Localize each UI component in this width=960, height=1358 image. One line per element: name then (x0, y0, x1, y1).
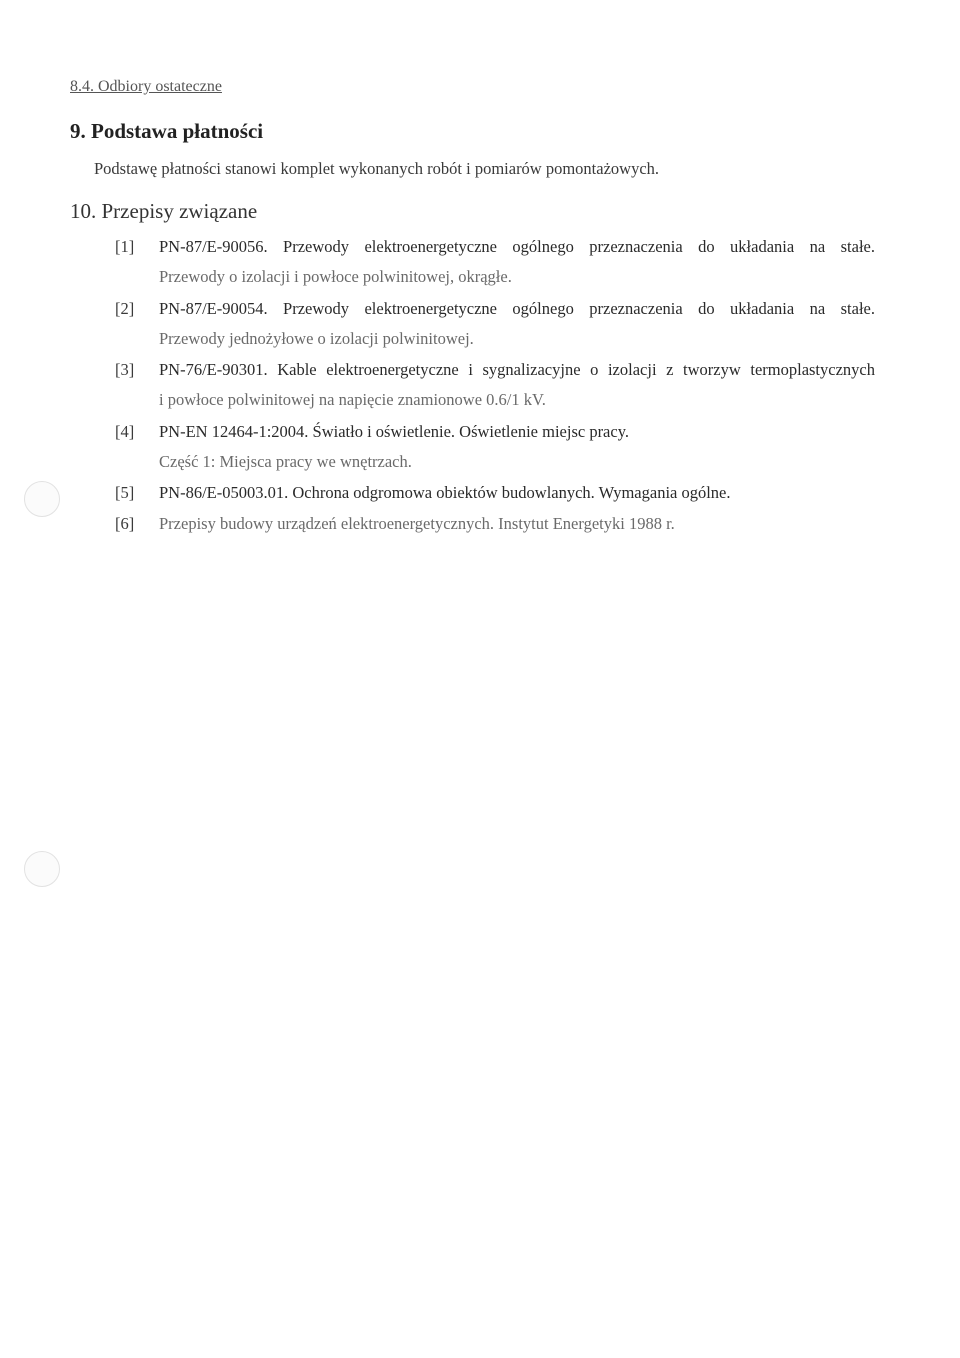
reference-text-line: PN-EN 12464-1:2004. Światło i oświetlenie. Oświetlenie miejsc pracy. (159, 422, 630, 441)
section-9-paragraph: Podstawę płatności stanowi komplet wykonanych robót i pomiarów pomontażowych. (94, 159, 660, 178)
reference-number: [6] (115, 514, 135, 533)
reference-text-line: Przepisy budowy urządzeń elektroenergetycznych. Instytut Energetyki 1988 r. (159, 514, 675, 533)
reference-text-line: PN-76/E-90301. Kable elektroenergetyczne i sygnalizacyjne o izolacji z tworzyw termoplastycznych (159, 360, 875, 379)
reference-text-line: PN-87/E-90056. Przewody elektroenergetyczne ogólnego przeznaczenia do układania na stałe. (159, 237, 875, 256)
reference-text-line: Część 1: Miejsca pracy we wnętrzach. (159, 452, 412, 471)
reference-text-line: PN-87/E-90054. Przewody elektroenergetyczne ogólnego przeznaczenia do układania na stałe. (159, 299, 875, 318)
reference-text-line: Przewody o izolacji i powłoce polwinitowej, okrągłe. (159, 267, 512, 286)
section-10-heading: 10. Przepisy związane (70, 199, 258, 223)
reference-number: [4] (115, 422, 135, 441)
punch-hole-mark (24, 851, 60, 887)
reference-number: [5] (115, 483, 135, 502)
reference-number: [3] (115, 360, 135, 379)
reference-text-line: PN-86/E-05003.01. Ochrona odgromowa obiektów budowlanych. Wymagania ogólne. (159, 483, 731, 502)
section-9-heading: 9. Podstawa płatności (70, 119, 264, 143)
reference-text-line: i powłoce polwinitowej na napięcie znamionowe 0.6/1 kV. (159, 390, 546, 409)
reference-text-line: Przewody jednożyłowe o izolacji polwinitowej. (159, 329, 474, 348)
punch-hole-mark (24, 481, 60, 517)
reference-number: [1] (115, 237, 135, 256)
section-8-4-link[interactable]: 8.4. Odbiory ostateczne (70, 78, 222, 95)
reference-number: [2] (115, 299, 135, 318)
